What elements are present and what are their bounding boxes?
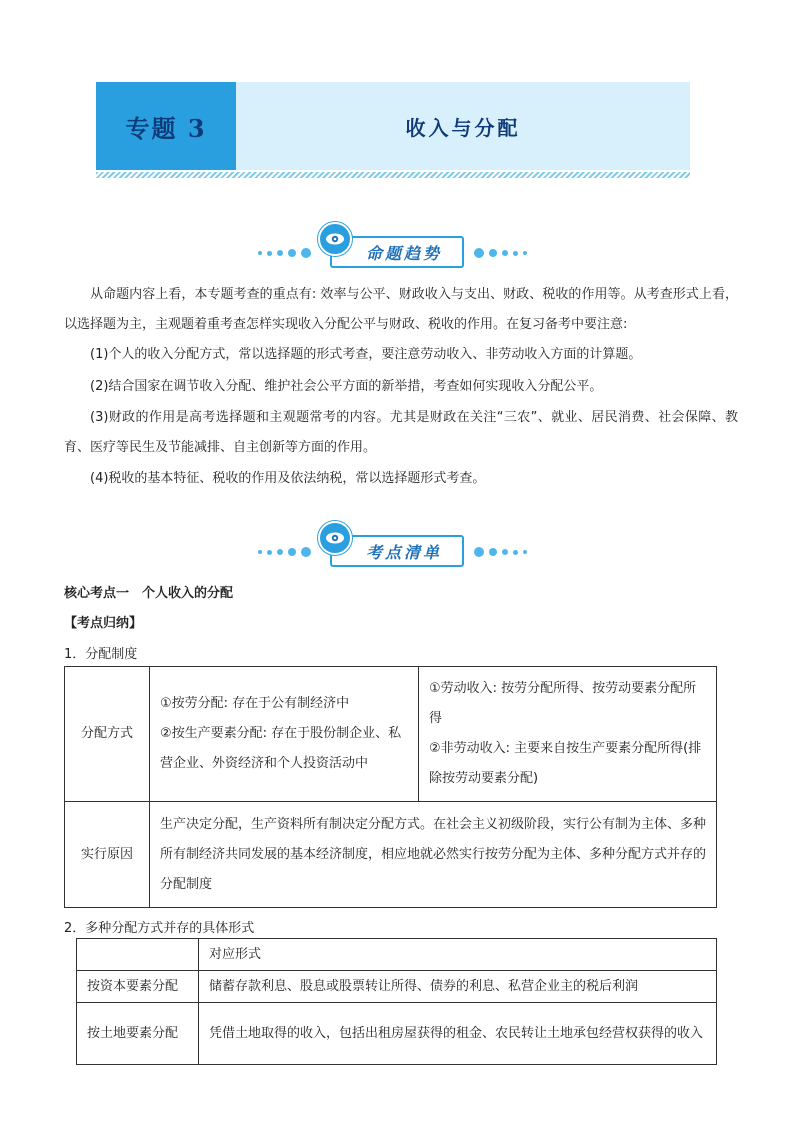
topic-banner bbox=[96, 82, 690, 170]
core-heading: 核心考点一 个人收入的分配 bbox=[64, 586, 234, 601]
cell-line: ②按生产要素分配: 存在于股份制企业、私营企业、外资经济和个人投资活动中 bbox=[160, 726, 402, 771]
cell-line: ①劳动收入: 按劳分配所得、按劳动要素分配所得 bbox=[429, 681, 697, 726]
right-dots bbox=[474, 248, 527, 258]
left-dots bbox=[258, 248, 311, 258]
trend-point-3: (3)财政的作用是高考选择题和主观题常考的内容。尤其是财政在关注“三农”、就业、居民消费、社会保障、教育、医疗等民生及节能减排、自主创新等方面的作用。 bbox=[64, 410, 738, 455]
right-dots bbox=[474, 547, 527, 557]
banner-divider bbox=[96, 172, 690, 178]
column-header: 对应形式 bbox=[199, 939, 717, 971]
table-cell bbox=[77, 939, 199, 971]
summary-label: 【考点归纳】 bbox=[64, 616, 143, 631]
item-1-label: 1．分配制度 bbox=[64, 647, 138, 662]
section-badge-checklist bbox=[0, 521, 794, 571]
section-title: 命题趋势 bbox=[365, 243, 442, 263]
distribution-forms-table bbox=[76, 938, 717, 1065]
table-cell: 储蓄存款利息、股息或股票转让所得、债券的利息、私营企业主的税后利润 bbox=[199, 971, 717, 1003]
cell-line: ②非劳动收入: 主要来自按生产要素分配所得(排除按劳动要素分配) bbox=[429, 741, 702, 786]
topic-label-box bbox=[96, 82, 236, 170]
eye-icon bbox=[318, 222, 352, 256]
topic-label: 专题 3 bbox=[125, 113, 207, 143]
section-badge-trend bbox=[0, 222, 794, 272]
table-cell: 生产决定分配，生产资料所有制决定分配方式。在社会主义初级阶段，实行公有制为主体、多种所有制经济共同发展的基本经济制度，相应地就必然实行按劳分配为主体、多种分配方式并存的分配制度 bbox=[150, 802, 717, 908]
section-title: 考点清单 bbox=[365, 542, 442, 562]
table-row bbox=[77, 939, 717, 971]
table-row bbox=[65, 802, 717, 908]
row-header: 按土地要素分配 bbox=[77, 1003, 199, 1065]
distribution-system-table bbox=[64, 666, 717, 908]
table-row bbox=[77, 1003, 717, 1065]
item-2-label: 2．多种分配方式并存的具体形式 bbox=[64, 921, 255, 936]
row-header: 分配方式 bbox=[65, 667, 150, 802]
topic-title: 收入与分配 bbox=[405, 115, 521, 140]
table-cell bbox=[419, 667, 717, 802]
table-cell bbox=[150, 667, 419, 802]
row-header: 实行原因 bbox=[65, 802, 150, 908]
trend-point-1: (1)个人的收入分配方式，常以选择题的形式考查，要注意劳动收入、非劳动收入方面的计算题。 bbox=[90, 347, 642, 362]
table-row bbox=[77, 971, 717, 1003]
trend-point-4: (4)税收的基本特征、税收的作用及依法纳税，常以选择题形式考查。 bbox=[90, 471, 486, 486]
table-cell: 凭借土地取得的收入，包括出租房屋获得的租金、农民转让土地承包经营权获得的收入 bbox=[199, 1003, 717, 1065]
eye-icon bbox=[318, 521, 352, 555]
trend-point-2: (2)结合国家在调节收入分配、维护社会公平方面的新举措，考查如何实现收入分配公平。 bbox=[90, 379, 603, 394]
cell-line: ①按劳分配: 存在于公有制经济中 bbox=[160, 696, 350, 711]
left-dots bbox=[258, 547, 311, 557]
row-header: 按资本要素分配 bbox=[77, 971, 199, 1003]
table-row bbox=[65, 667, 717, 802]
topic-title-box bbox=[236, 82, 690, 170]
trend-intro: 从命题内容上看，本专题考查的重点有: 效率与公平、财政收入与支出、财政、税收的作用等。从考查形式上看，以选择题为主，主观题着重考查怎样实现收入分配公平与财政、税收的作用。在复习备考中要注意: bbox=[64, 287, 738, 332]
